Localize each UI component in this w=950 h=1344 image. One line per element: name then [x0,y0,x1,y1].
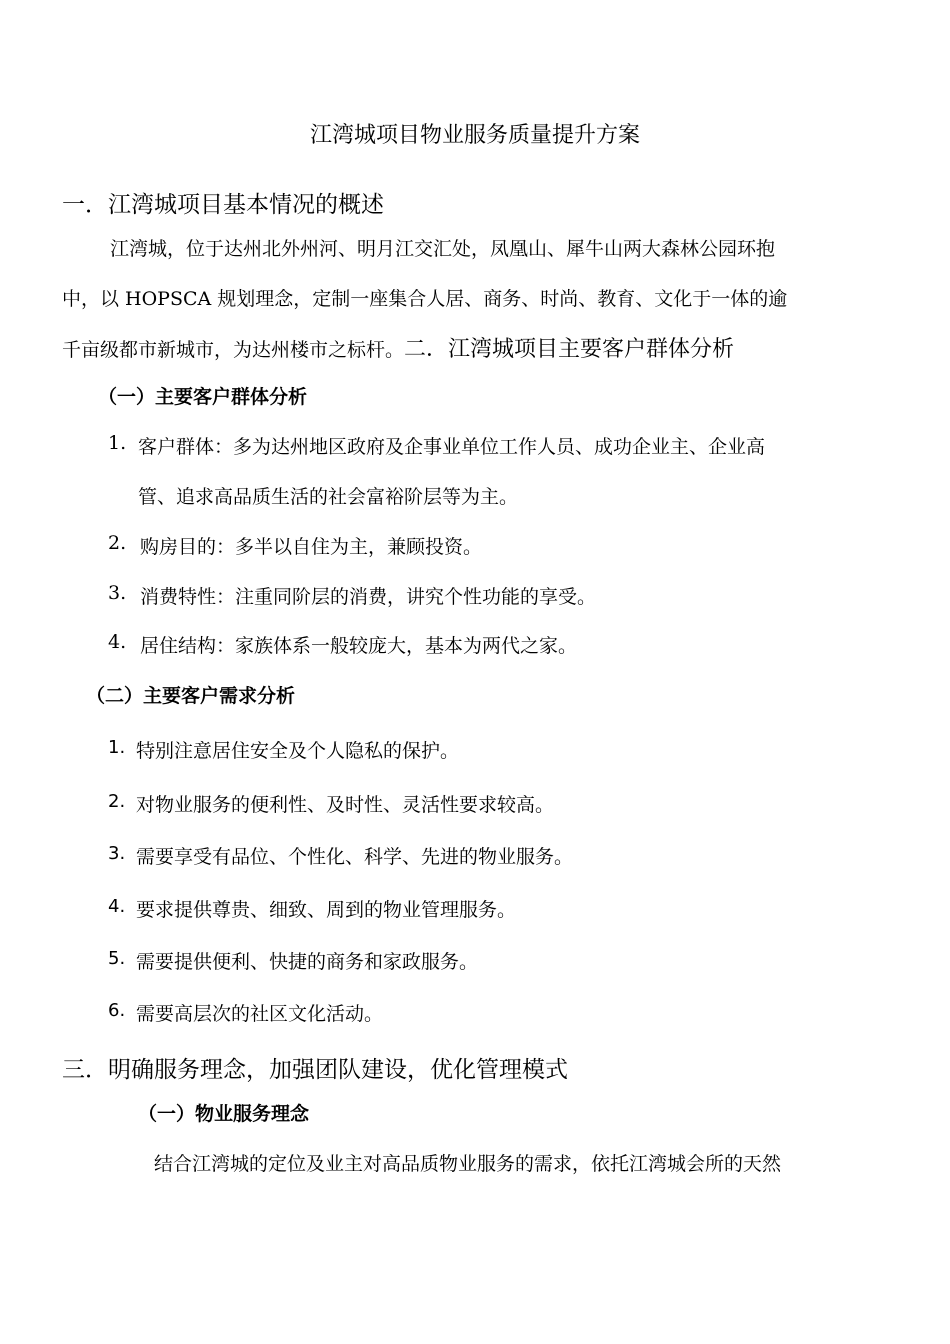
need-item-3-number: 3. [108,843,126,864]
document-title: 江湾城项目物业服务质量提升方案 [309,123,640,148]
need-item-1-number: 1. [108,737,126,758]
need-item-4-text: 要求提供尊贵、细致、周到的物业管理服务。 [136,899,517,921]
section2-sub1-heading: （一）主要客户群体分析 [98,386,308,408]
customer-item-3-text: 消费特性：注重同阶层的消费，讲究个性功能的享受。 [140,586,597,608]
section1-paragraph-line-3 [62,332,734,363]
customer-item-2-text: 购房目的：多半以自住为主，兼顾投资。 [140,536,483,558]
need-item-5-text: 需要提供便利、快捷的商务和家政服务。 [136,951,479,973]
customer-item-3-number: 3. [108,582,127,604]
section3-paragraph-line-1: 结合江湾城的定位及业主对高品质物业服务的需求，依托江湾城会所的天然 [154,1153,782,1175]
section3-heading: 三．明确服务理念，加强团队建设，优化管理模式 [62,1057,568,1083]
section1-paragraph-line-1: 江湾城，位于达州北外州河、明月江交汇处，凤凰山、犀牛山两大森林公园环抱 [110,238,776,260]
need-item-5-number: 5. [108,948,126,969]
need-item-6-text: 需要高层次的社区文化活动。 [136,1003,384,1025]
customer-item-1-line-2: 管、追求高品质生活的社会富裕阶层等为主。 [138,486,519,508]
need-item-4-number: 4. [108,896,126,917]
need-item-3-text: 需要享受有品位、个性化、科学、先进的物业服务。 [136,846,574,868]
section1-paragraph-line-3-text: 千亩级都市新城市，为达州楼市之标杆。 [62,339,405,361]
need-item-6-number: 6. [108,1000,126,1021]
customer-item-4-number: 4. [108,631,127,653]
section1-heading: 一．江湾城项目基本情况的概述 [62,192,384,218]
section3-sub1-heading: （一）物业服务理念 [138,1103,310,1125]
need-item-2-number: 2. [108,791,126,812]
customer-item-1-number: 1. [108,432,127,454]
customer-item-2-number: 2. [108,532,127,554]
customer-item-1-line-1: 客户群体：多为达州地区政府及企事业单位工作人员、成功企业主、企业高 [138,436,766,458]
section1-paragraph-line-2: 中，以 HOPSCA 规划理念，定制一座集合人居、商务、时尚、教育、文化于一体的逾 [62,288,788,310]
section2-sub2-heading: （二）主要客户需求分析 [86,685,296,707]
need-item-2-text: 对物业服务的便利性、及时性、灵活性要求较高。 [136,794,555,816]
customer-item-4-text: 居住结构：家族体系一般较庞大，基本为两代之家。 [140,635,578,657]
section2-heading: 二．江湾城项目主要客户群体分析 [404,337,735,362]
need-item-1-text: 特别注意居住安全及个人隐私的保护。 [136,740,460,762]
